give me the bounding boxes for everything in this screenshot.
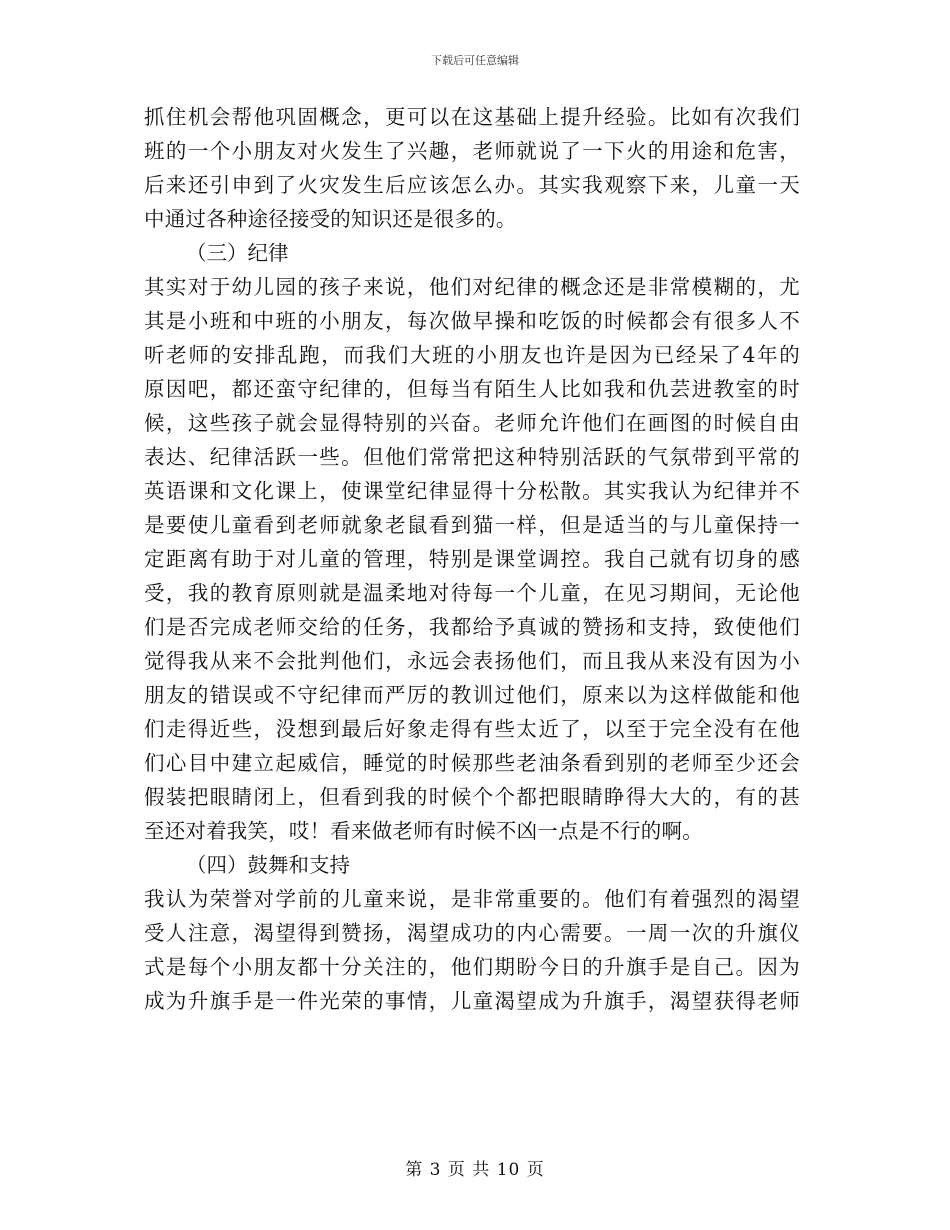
text-line: 受，我的教育原则就是温柔地对待每一个儿童，在见习期间，无论他 — [144, 581, 800, 605]
text-line: 其实对于幼儿园的孩子来说，他们对纪律的概念还是非常模糊的，尤 — [144, 275, 800, 299]
paragraph-encouragement — [144, 882, 800, 1018]
text-line: 候，这些孩子就会显得特别的兴奋。老师允许他们在画图的时候自由 — [144, 411, 800, 435]
section-heading-discipline: （三）纪律 — [186, 241, 289, 265]
document-body — [144, 100, 800, 1018]
text-line: 定距离有助于对儿童的管理，特别是课堂调控。我自己就有切身的感 — [144, 547, 800, 571]
text-line: 式是每个小朋友都十分关注的，他们期盼今日的升旗手是自己。因为 — [144, 955, 800, 979]
text-line: 原因吧，都还蛮守纪律的，但每当有陌生人比如我和仇芸进教室的时 — [144, 377, 800, 401]
text-line: 抓住机会帮他巩固概念，更可以在这基础上提升经验。比如有次我们 — [144, 105, 800, 129]
text-line: 英语课和文化课上，使课堂纪律显得十分松散。其实我认为纪律并不 — [144, 479, 800, 503]
text-line: 其是小班和中班的小朋友，每次做早操和吃饭的时候都会有很多人不 — [144, 309, 800, 333]
text-line: 受人注意，渴望得到赞扬，渴望成功的内心需要。一周一次的升旗仪 — [144, 921, 800, 945]
text-line: 我认为荣誉对学前的儿童来说，是非常重要的。他们有着强烈的渴望 — [144, 887, 800, 911]
section-heading-encouragement: （四）鼓舞和支持 — [186, 853, 350, 877]
text-line: 们走得近些，没想到最后好象走得有些太近了，以至于完全没有在他 — [144, 717, 800, 741]
text-line: 们心目中建立起威信，睡觉的时候那些老油条看到别的老师至少还会 — [144, 751, 800, 775]
text-line: 觉得我从来不会批判他们，永远会表扬他们，而且我从来没有因为小 — [144, 649, 800, 673]
page-number-footer: 第 3 页 共 10 页 — [405, 1160, 545, 1180]
text-line: 班的一个小朋友对火发生了兴趣，老师就说了一下火的用途和危害， — [144, 139, 800, 163]
page-header: 下载后可任意编辑 — [431, 54, 519, 67]
text-line: 听老师的安排乱跑，而我们大班的小朋友也许是因为已经呆了4年的 — [144, 343, 800, 367]
text-line: 们是否完成老师交给的任务，我都给予真诚的赞扬和支持，致使他们 — [144, 615, 800, 639]
text-line: 后来还引申到了火灾发生后应该怎么办。其实我观察下来，儿童一天 — [144, 173, 800, 197]
text-line: 至还对着我笑，哎！看来做老师有时候不凶一点是不行的啊。 — [144, 819, 703, 843]
text-line: 朋友的错误或不守纪律而严厉的教训过他们，原来以为这样做能和他 — [144, 683, 800, 707]
text-line: 成为升旗手是一件光荣的事情，儿童渴望成为升旗手，渴望获得老师 — [144, 989, 800, 1013]
text-line: 是要使儿童看到老师就象老鼠看到猫一样，但是适当的与儿童保持一 — [144, 513, 800, 537]
paragraph-intro — [144, 100, 800, 236]
text-line: 假装把眼睛闭上，但看到我的时候个个都把眼睛睁得大大的，有的甚 — [144, 785, 800, 809]
text-line: 中通过各种途径接受的知识还是很多的。 — [144, 207, 517, 231]
text-line: 表达、纪律活跃一些。但他们常常把这种特别活跃的气氛带到平常的 — [144, 445, 800, 469]
paragraph-discipline — [144, 270, 800, 848]
